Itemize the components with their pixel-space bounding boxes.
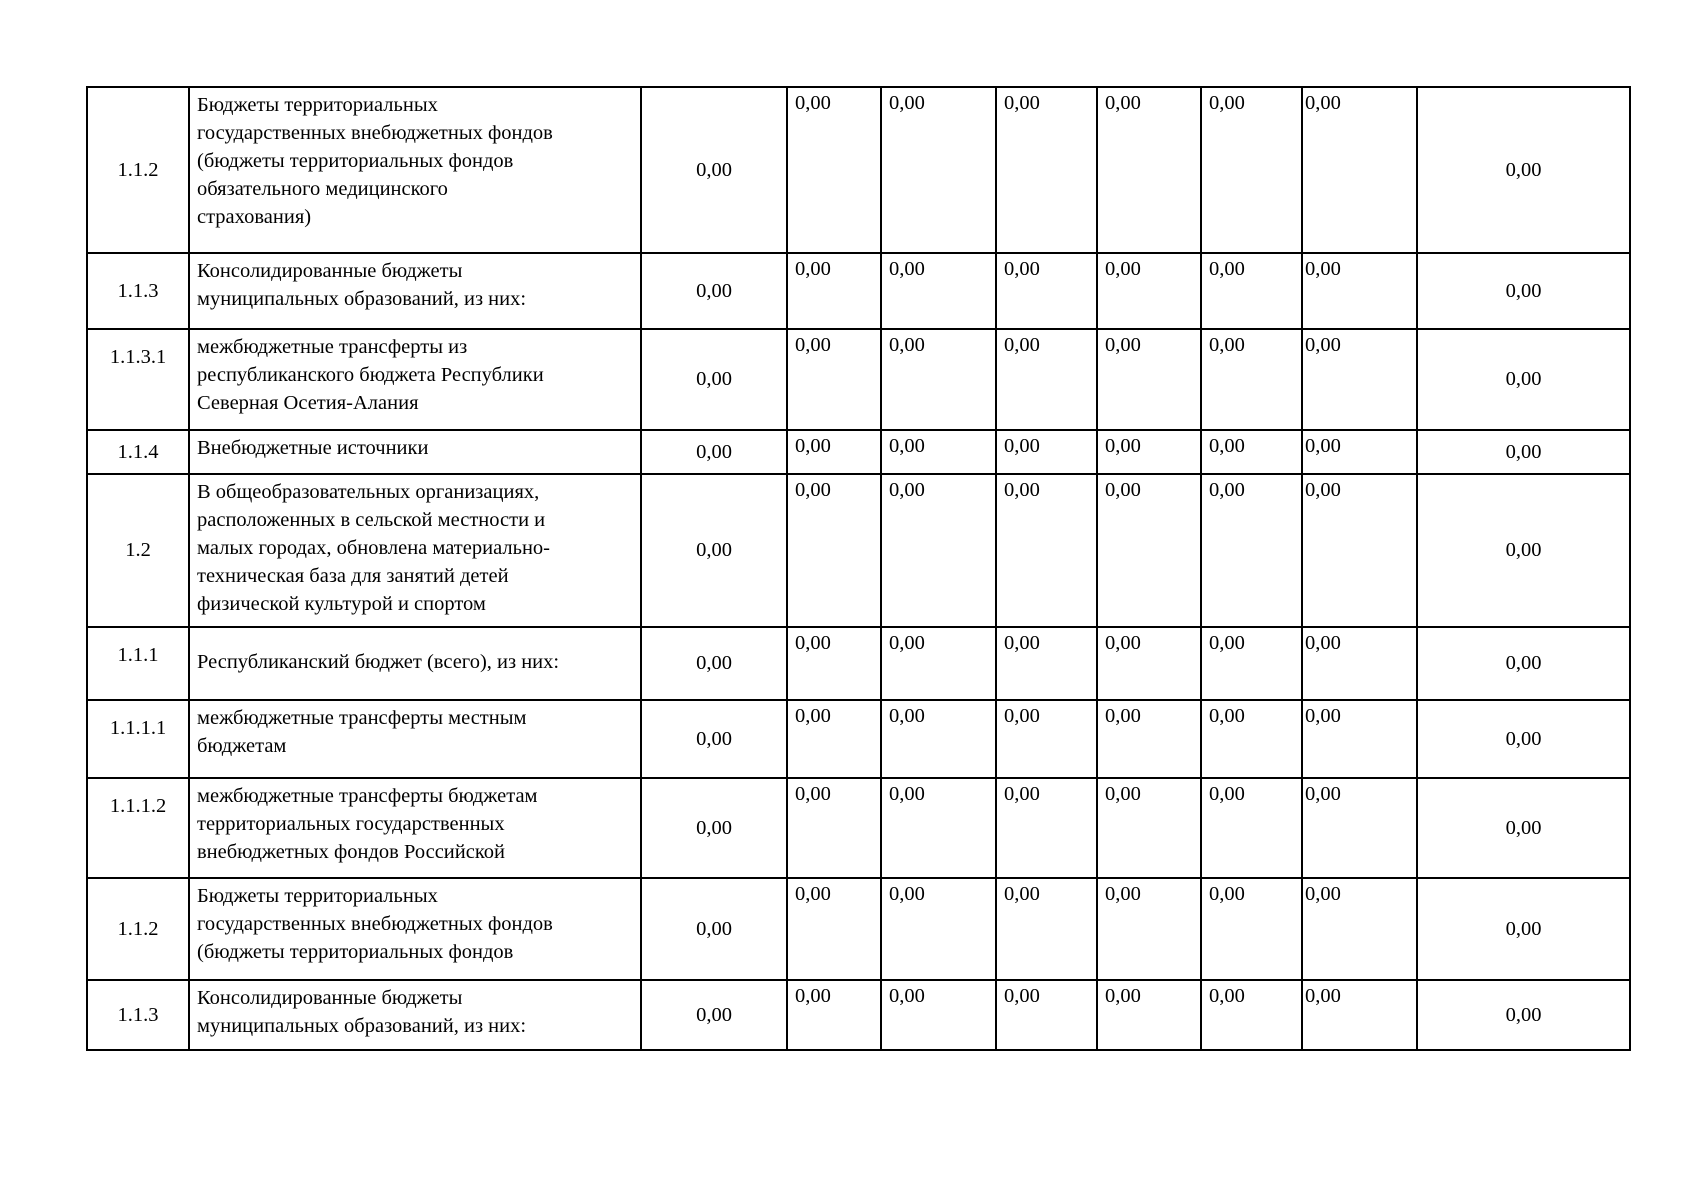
year-value: 0,00 — [996, 474, 1097, 627]
table-row — [87, 700, 1630, 778]
year-value: 0,00 — [787, 430, 881, 474]
year-value: 0,00 — [996, 878, 1097, 980]
year-value: 0,00 — [996, 253, 1097, 329]
year-value: 0,00 — [881, 474, 996, 627]
table-row — [87, 329, 1630, 430]
last-value: 0,00 — [1417, 980, 1630, 1050]
row-name-line: республиканского бюджета Республики — [197, 364, 544, 386]
year-value: 0,00 — [996, 700, 1097, 778]
row-name — [189, 627, 641, 700]
year-value: 0,00 — [1302, 878, 1417, 980]
table-row — [87, 430, 1630, 474]
row-name-line: (бюджеты территориальных фондов — [197, 941, 514, 963]
total-value: 0,00 — [641, 474, 787, 627]
year-value: 0,00 — [1201, 700, 1302, 778]
total-value: 0,00 — [641, 430, 787, 474]
row-name-line: Бюджеты территориальных — [197, 885, 438, 907]
year-value: 0,00 — [1201, 474, 1302, 627]
row-name — [189, 329, 641, 430]
year-value: 0,00 — [1097, 980, 1201, 1050]
year-value: 0,00 — [881, 329, 996, 430]
row-number: 1.1.1.1 — [87, 700, 189, 778]
row-name-line: В общеобразовательных организациях, — [197, 481, 540, 503]
row-name-line: Консолидированные бюджеты — [197, 260, 463, 282]
total-value: 0,00 — [641, 87, 787, 253]
row-name-line: обязательного медицинского — [197, 178, 448, 200]
year-value: 0,00 — [1097, 87, 1201, 253]
year-value: 0,00 — [881, 980, 996, 1050]
last-value: 0,00 — [1417, 627, 1630, 700]
row-name — [189, 878, 641, 980]
row-name-line: техническая база для занятий детей — [197, 565, 509, 587]
row-number: 1.1.1 — [87, 627, 189, 700]
total-value: 0,00 — [641, 700, 787, 778]
last-value: 0,00 — [1417, 778, 1630, 878]
total-value: 0,00 — [641, 253, 787, 329]
row-name — [189, 980, 641, 1050]
year-value: 0,00 — [1097, 778, 1201, 878]
row-name — [189, 700, 641, 778]
table-row — [87, 87, 1630, 253]
year-value: 0,00 — [1097, 253, 1201, 329]
year-value: 0,00 — [1201, 329, 1302, 430]
table-row — [87, 980, 1630, 1050]
year-value: 0,00 — [1097, 474, 1201, 627]
year-value: 0,00 — [787, 87, 881, 253]
year-value: 0,00 — [1201, 627, 1302, 700]
row-name-line: Республиканский бюджет (всего), из них: — [197, 651, 560, 673]
year-value: 0,00 — [787, 700, 881, 778]
row-name-line: межбюджетные трансферты из — [197, 336, 468, 358]
last-value: 0,00 — [1417, 474, 1630, 627]
last-value: 0,00 — [1417, 329, 1630, 430]
year-value: 0,00 — [1097, 627, 1201, 700]
year-value: 0,00 — [1302, 627, 1417, 700]
year-value: 0,00 — [787, 980, 881, 1050]
year-value: 0,00 — [787, 627, 881, 700]
row-number: 1.1.2 — [87, 87, 189, 253]
total-value: 0,00 — [641, 329, 787, 430]
row-name — [189, 87, 641, 253]
year-value: 0,00 — [881, 878, 996, 980]
row-name-line: Консолидированные бюджеты — [197, 987, 463, 1009]
year-value: 0,00 — [881, 700, 996, 778]
year-value: 0,00 — [1097, 878, 1201, 980]
year-value: 0,00 — [1302, 474, 1417, 627]
year-value: 0,00 — [787, 474, 881, 627]
row-number: 1.1.4 — [87, 430, 189, 474]
row-number: 1.1.2 — [87, 878, 189, 980]
row-number: 1.1.3 — [87, 980, 189, 1050]
year-value: 0,00 — [881, 430, 996, 474]
last-value: 0,00 — [1417, 430, 1630, 474]
row-name-line: муниципальных образований, из них: — [197, 1015, 527, 1037]
year-value: 0,00 — [1097, 430, 1201, 474]
year-value: 0,00 — [787, 253, 881, 329]
row-name-line: межбюджетные трансферты бюджетам — [197, 785, 538, 807]
last-value: 0,00 — [1417, 700, 1630, 778]
year-value: 0,00 — [1302, 430, 1417, 474]
total-value: 0,00 — [641, 627, 787, 700]
row-name-line: Внебюджетные источники — [197, 437, 429, 459]
row-name-line: бюджетам — [197, 735, 287, 757]
year-value: 0,00 — [881, 253, 996, 329]
year-value: 0,00 — [1302, 87, 1417, 253]
year-value: 0,00 — [787, 878, 881, 980]
row-name — [189, 430, 641, 474]
row-name-line: межбюджетные трансферты местным — [197, 707, 527, 729]
row-number: 1.1.3.1 — [87, 329, 189, 430]
year-value: 0,00 — [996, 430, 1097, 474]
row-number: 1.1.3 — [87, 253, 189, 329]
row-name-line: государственных внебюджетных фондов — [197, 913, 553, 935]
year-value: 0,00 — [1201, 430, 1302, 474]
last-value: 0,00 — [1417, 87, 1630, 253]
row-name-line: Северная Осетия-Алания — [197, 392, 419, 414]
row-name-line: малых городах, обновлена материально- — [197, 537, 550, 559]
year-value: 0,00 — [1097, 700, 1201, 778]
row-name — [189, 253, 641, 329]
table-row — [87, 778, 1630, 878]
year-value: 0,00 — [1302, 778, 1417, 878]
row-name-line: страхования) — [197, 206, 312, 228]
year-value: 0,00 — [787, 778, 881, 878]
row-number: 1.2 — [87, 474, 189, 627]
row-name-line: (бюджеты территориальных фондов — [197, 150, 514, 172]
row-name — [189, 474, 641, 627]
row-name-line: физической культурой и спортом — [197, 593, 486, 615]
year-value: 0,00 — [881, 627, 996, 700]
year-value: 0,00 — [1302, 980, 1417, 1050]
year-value: 0,00 — [1097, 329, 1201, 430]
year-value: 0,00 — [996, 87, 1097, 253]
year-value: 0,00 — [1302, 329, 1417, 430]
year-value: 0,00 — [1302, 253, 1417, 329]
year-value: 0,00 — [1302, 700, 1417, 778]
table-body — [87, 87, 1630, 1050]
row-name — [189, 778, 641, 878]
year-value: 0,00 — [1201, 778, 1302, 878]
table-row — [87, 474, 1630, 627]
row-name-line: муниципальных образований, из них: — [197, 288, 527, 310]
year-value: 0,00 — [996, 778, 1097, 878]
row-name-line: государственных внебюджетных фондов — [197, 122, 553, 144]
row-name-line: Бюджеты территориальных — [197, 94, 438, 116]
total-value: 0,00 — [641, 778, 787, 878]
year-value: 0,00 — [996, 627, 1097, 700]
year-value: 0,00 — [881, 87, 996, 253]
table-row — [87, 627, 1630, 700]
last-value: 0,00 — [1417, 878, 1630, 980]
total-value: 0,00 — [641, 878, 787, 980]
row-number: 1.1.1.2 — [87, 778, 189, 878]
year-value: 0,00 — [1201, 980, 1302, 1050]
table-row — [87, 253, 1630, 329]
total-value: 0,00 — [641, 980, 787, 1050]
year-value: 0,00 — [1201, 87, 1302, 253]
year-value: 0,00 — [996, 329, 1097, 430]
last-value: 0,00 — [1417, 253, 1630, 329]
year-value: 0,00 — [1201, 878, 1302, 980]
year-value: 0,00 — [881, 778, 996, 878]
year-value: 0,00 — [787, 329, 881, 430]
year-value: 0,00 — [1201, 253, 1302, 329]
row-name-line: территориальных государственных — [197, 813, 505, 835]
year-value: 0,00 — [996, 980, 1097, 1050]
budget-table — [86, 86, 1631, 1051]
table-row — [87, 878, 1630, 980]
row-name-line: расположенных в сельской местности и — [197, 509, 546, 531]
row-name-line: внебюджетных фондов Российской — [197, 841, 505, 863]
